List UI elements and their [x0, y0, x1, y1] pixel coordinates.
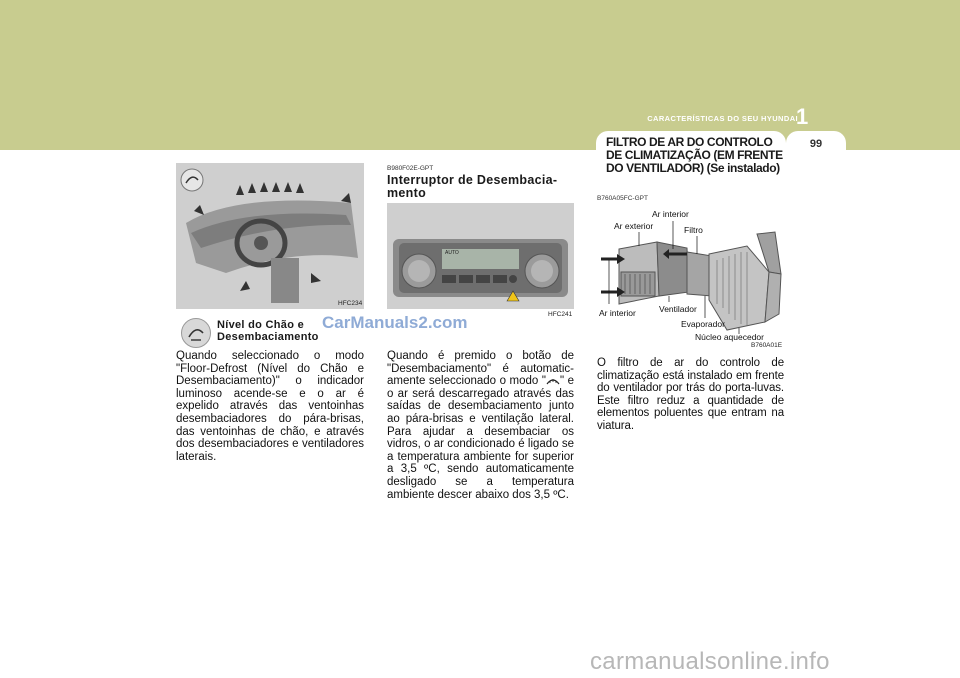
watermark-middle: CarManuals2.com — [322, 313, 468, 332]
right-body-text: O filtro de ar do controlo de climatização está instalado em frente do ventilador por trás do porta-luvas. Este filtro reduz a quantidade de elementos poluentes que entram na viatura. — [597, 357, 784, 432]
middle-body-part2: " e o ar será descarregado através das saídas de desembaciamento junto ao pára-brisas e ventilação lateral. Para ajudar a desembaciar os vidros, o ar condicionado é ligado se a temperatura ambiente for superior a 3,5 ºC, sendo automaticamente desligado se a temperatura ambiente descer abaixo dos 3,5 ºC. — [387, 375, 574, 501]
label-ventilador: Ventilador — [659, 304, 697, 314]
label-ar-interior-top: Ar interior — [652, 209, 689, 219]
label-evaporador: Evaporador — [681, 319, 725, 329]
middle-body-text — [387, 350, 574, 501]
figure-code: HFC234 — [338, 300, 363, 307]
dashboard-illustration — [176, 163, 364, 309]
label-nucleo-aquecedor: Núcleo aquecedor — [695, 332, 764, 342]
watermark-bottom: carmanualsonline.info — [590, 648, 830, 675]
left-body-text: Quando seleccionado o modo "Floor-Defrost (Nível do Chão e Desembaciamento)" o indicador luminoso acende-se e o ar é expelido através das ventoinhas desembaciadores do pára-brisas, das ventoinhas de chão, e através dos desembaciadores e ventiladores laterais. — [176, 350, 364, 463]
air-filter-diagram — [597, 204, 784, 351]
section-number: 1 — [796, 104, 809, 129]
section-label: CARACTERÍSTICAS DO SEU HYUNDAI — [647, 114, 798, 123]
middle-heading: Interruptor de Desembacia-mento — [387, 173, 558, 200]
subheading-floor-defrost: Nível do Chão e Desembaciamento — [217, 319, 319, 343]
figure-code: B760A01E — [751, 342, 783, 349]
floor-defrost-icon — [181, 318, 211, 348]
middle-body-part1: Quando é premido o botão de "Desembaciamento" é automatic-amente seleccionado o modo " — [387, 350, 574, 388]
header-band — [0, 0, 960, 150]
label-filtro: Filtro — [684, 225, 703, 235]
figure-code: HFC241 — [548, 311, 573, 318]
right-section-code: B760A05FC-GPT — [597, 195, 648, 202]
display-readout: AUTO — [445, 250, 459, 256]
label-ar-interior-bottom: Ar interior — [599, 308, 636, 318]
label-ar-exterior: Ar exterior — [614, 221, 654, 231]
middle-section-code: B980F02E-GPT — [387, 165, 434, 172]
right-heading: FILTRO DE AR DO CONTROLO DE CLIMATIZAÇÃO (EM FRENTE DO VENTILADOR) (Se instalado) — [606, 135, 783, 175]
climate-control-panel-illustration — [387, 203, 574, 309]
page-number: 99 — [809, 138, 823, 150]
defrost-icon — [546, 377, 560, 386]
